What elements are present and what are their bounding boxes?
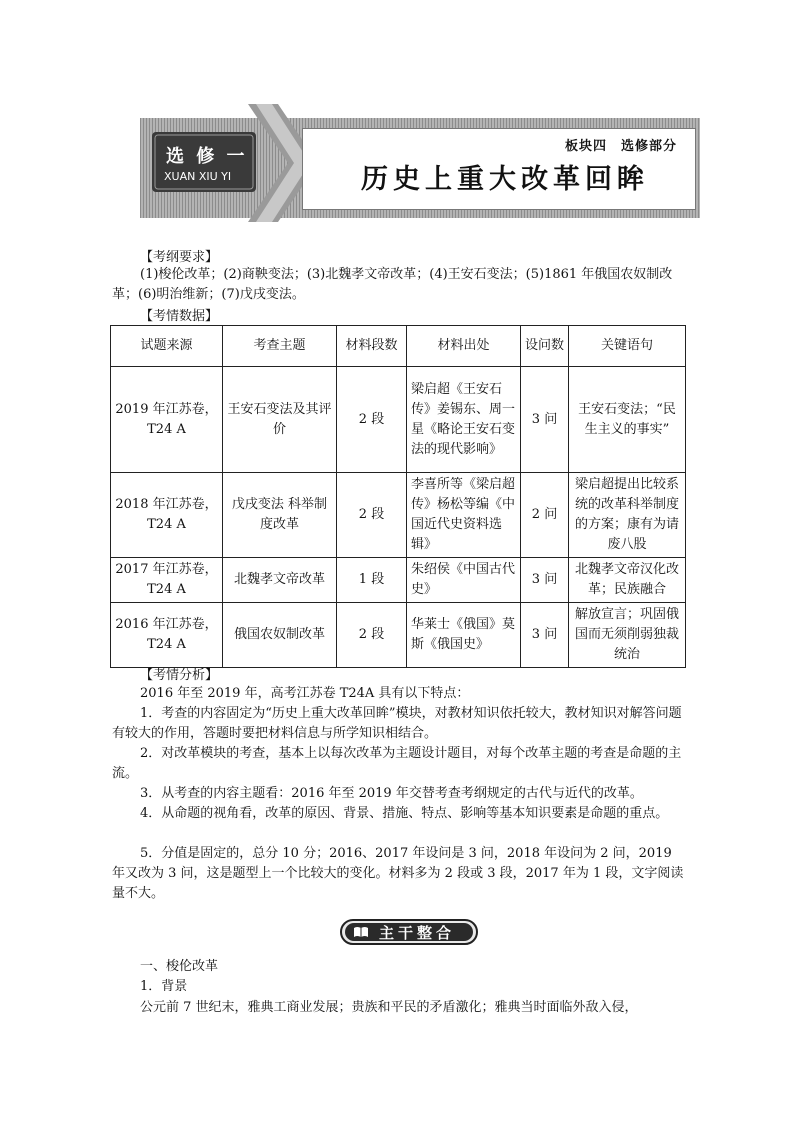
table-cell: 梁启超提出比较系统的改革科举制度的方案；康有为请废八股	[569, 473, 686, 558]
table-row	[111, 367, 686, 473]
data-heading: 【考情数据】	[140, 309, 219, 324]
table-cell: 解放宣言；巩固俄国而无须削弱独裁统治	[569, 603, 686, 668]
table-cell: 2019 年江苏卷，T24 A	[111, 367, 223, 473]
table-cell: 2 问	[521, 473, 569, 558]
exam-data-table	[110, 325, 686, 668]
table-cell: 3 问	[521, 367, 569, 473]
table-cell: 王安石变法及其评价	[223, 367, 337, 473]
table-cell: 2017 年江苏卷，T24 A	[111, 558, 223, 603]
module-tag-en: XUAN XIU YI	[164, 170, 232, 183]
column-header: 材料段数	[337, 326, 407, 367]
table-cell: 俄国农奴制改革	[223, 603, 337, 668]
analysis-point-2: 2．对改革模块的考查，基本上以每次改革为主题设计题目，对每个改革主题的考查是命题的主流。	[112, 746, 682, 781]
analysis-intro: 2016 年至 2019 年，高考江苏卷 T24A 具有以下特点：	[140, 686, 470, 701]
banner-subtitle: 板块四 选修部分	[564, 139, 677, 154]
table-cell: 王安石变法；“民生主义的事实”	[569, 367, 686, 473]
section-heading: 一、梭伦改革	[140, 959, 219, 974]
table-cell: 3 问	[521, 603, 569, 668]
table-header-row	[111, 326, 686, 367]
banner-title: 历史上重大改革回眸	[361, 164, 649, 195]
analysis-point-1: 1．考查的内容固定为“历史上重大改革回眸”模块，对教材知识依托较大，教材知识对解答问题有较大的作用，答题时要把材料信息与所学知识相结合。	[112, 706, 682, 741]
table-row	[111, 603, 686, 668]
module-tag	[152, 132, 256, 192]
table-cell: 2 段	[337, 473, 407, 558]
table-cell: 2 段	[337, 367, 407, 473]
analysis-heading: 【考情分析】	[140, 668, 219, 683]
column-header: 试题来源	[111, 326, 223, 367]
analysis-point-4: 4．从命题的视角看，改革的原因、背景、措施、特点、影响等基本知识要素是命题的重点。	[140, 806, 669, 821]
column-header: 关键语句	[569, 326, 686, 367]
table-cell: 梁启超《王安石传》姜锡东、周一星《略论王安石变法的现代影响》	[407, 367, 521, 473]
table-cell: 北魏孝文帝汉化改革；民族融合	[569, 558, 686, 603]
pill-title: 主干整合	[379, 924, 456, 942]
table-cell: 李喜所等《梁启超传》杨松等编《中国近代史资料选辑》	[407, 473, 521, 558]
analysis-point-3: 3．从考查的内容主题看：2016 年至 2019 年交替考查考纲规定的古代与近代的改革。	[140, 786, 643, 801]
column-header: 考查主题	[223, 326, 337, 367]
body-text: 公元前 7 世纪末，雅典工商业发展；贵族和平民的矛盾激化；雅典当时面临外敌入侵，	[140, 1000, 638, 1015]
table-cell: 2018 年江苏卷，T24 A	[111, 473, 223, 558]
table-row	[111, 558, 686, 603]
subsection-heading: 1．背景	[140, 979, 188, 994]
column-header: 设问数	[521, 326, 569, 367]
outline-text: (1)梭伦改革；(2)商鞅变法；(3)北魏孝文帝改革；(4)王安石变法；(5)1861 年俄国农奴制改革；(6)明治维新；(7)戊戌变法。	[112, 267, 673, 302]
analysis-point-5: 5．分值是固定的，总分 10 分；2016、2017 年设问是 3 问，2018 年设问为 2 问，2019 年又改为 3 问，这是题型上一个比较大的变化。材料多为 2 段或 3 段，2017 年为 1 段，文字阅读量不大。	[112, 846, 684, 901]
table-cell: 戊戌变法 科举制度改革	[223, 473, 337, 558]
column-header: 材料出处	[407, 326, 521, 367]
table-cell: 2016 年江苏卷，T24 A	[111, 603, 223, 668]
table-cell: 1 段	[337, 558, 407, 603]
table-cell: 华莱士《俄国》莫斯《俄国史》	[407, 603, 521, 668]
section-pill-header	[340, 919, 478, 945]
module-tag-cn: 选 修 一	[166, 146, 248, 167]
chapter-banner	[140, 104, 700, 222]
outline-heading: 【考纲要求】	[140, 250, 219, 265]
book-icon	[353, 926, 369, 938]
table-row	[111, 473, 686, 558]
table-cell: 朱绍侯《中国古代史》	[407, 558, 521, 603]
table-cell: 3 问	[521, 558, 569, 603]
table-cell: 2 段	[337, 603, 407, 668]
banner-title-box	[302, 128, 696, 210]
table-cell: 北魏孝文帝改革	[223, 558, 337, 603]
